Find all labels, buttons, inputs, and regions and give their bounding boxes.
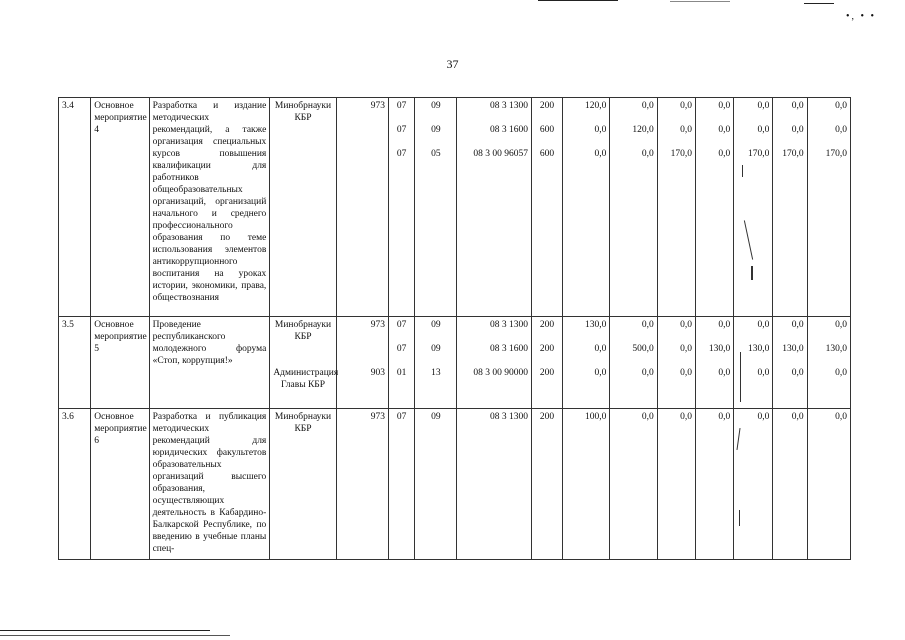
year-1-cell: 120,0 0,0 0,0 [563, 98, 610, 317]
pen-mark [739, 510, 740, 526]
row-type: Основное мероприятие 4 [91, 98, 149, 317]
pr-cell: 09 09 13 [415, 317, 457, 409]
vr-cell: 200 [531, 409, 562, 560]
rz-cell: 07 07 01 [389, 317, 415, 409]
row-number: 3.6 [59, 409, 91, 560]
budget-table [58, 97, 851, 560]
row-description: Разработка и публикация методических рекомендаций для юридических факультетов образовательных организаций высшего образования, осуществляющих деятельность в Кабардино-Балкарской Республике, по введению в учебные планы спец- [149, 409, 270, 560]
year-4-cell: 0,0 130,0 0,0 [695, 317, 733, 409]
year-7-cell: 0,0 0,0 170,0 [807, 98, 850, 317]
year-4-cell: 0,0 0,0 0,0 [695, 98, 733, 317]
row-description: Разработка и издание методических рекомендаций, а также организация специальных курсов повышения квалификации для работников общеобразовательных организаций, организаций начального и среднего профессионального образования по теме использования элементов антикоррупционного воспитания на уроках истории, экономики, права, обществознания [149, 98, 270, 317]
scan-line-top [538, 0, 618, 1]
vr-cell: 200 600 600 [531, 98, 562, 317]
scan-line-bottom [0, 630, 210, 631]
scan-line-top [670, 1, 730, 2]
year-5-cell: 0,0 0,0 170,0 [734, 98, 773, 317]
pr-cell: 09 [415, 409, 457, 560]
executor: Минобрнауки КБР [270, 409, 336, 560]
vr-cell: 200 200 200 [531, 317, 562, 409]
csr-cell: 08 3 1300 [457, 409, 531, 560]
year-4-cell: 0,0 [695, 409, 733, 560]
row-number: 3.5 [59, 317, 91, 409]
pen-mark [740, 352, 741, 402]
row-type: Основное мероприятие 5 [91, 317, 149, 409]
year-7-cell: 0,0 [807, 409, 850, 560]
scan-marks: •, • • [846, 11, 877, 22]
csr-cell: 08 3 1300 08 3 1600 08 3 00 90000 [457, 317, 531, 409]
year-2-cell: 0,0 120,0 0,0 [610, 98, 657, 317]
row-description: Проведение республиканского молодежного форума «Стоп, коррупция!» [149, 317, 270, 409]
csr-cell: 08 3 1300 08 3 1600 08 3 00 96057 [457, 98, 531, 317]
grbs-code: 973 [336, 409, 388, 560]
year-2-cell: 0,0 500,0 0,0 [610, 317, 657, 409]
page-number: 37 [446, 57, 459, 71]
table-row [59, 98, 851, 317]
scan-line-bottom [0, 635, 230, 636]
executor: Минобрнауки КБР [270, 98, 336, 317]
table-row [59, 409, 851, 560]
year-3-cell: 0,0 [657, 409, 695, 560]
year-3-cell: 0,0 0,0 0,0 [657, 317, 695, 409]
executor: Минобрнауки КБР Администрация Главы КБР [270, 317, 336, 409]
grbs-code: 973 [336, 98, 388, 317]
year-3-cell: 0,0 0,0 170,0 [657, 98, 695, 317]
year-1-cell: 100,0 [563, 409, 610, 560]
year-1-cell: 130,0 0,0 0,0 [563, 317, 610, 409]
scan-line-top [804, 3, 834, 4]
year-6-cell: 0,0 130,0 0,0 [773, 317, 807, 409]
year-6-cell: 0,0 0,0 170,0 [773, 98, 807, 317]
pen-mark [742, 165, 743, 177]
row-number: 3.4 [59, 98, 91, 317]
year-6-cell: 0,0 [773, 409, 807, 560]
rz-cell: 07 [389, 409, 415, 560]
grbs-code: 973 903 [336, 317, 388, 409]
row-type: Основное мероприятие 6 [91, 409, 149, 560]
year-5-cell: 0,0 [734, 409, 773, 560]
pr-cell: 09 09 05 [415, 98, 457, 317]
year-2-cell: 0,0 [610, 409, 657, 560]
pen-mark [751, 266, 753, 280]
year-5-cell: 0,0 130,0 0,0 [734, 317, 773, 409]
rz-cell: 07 07 07 [389, 98, 415, 317]
table-row [59, 317, 851, 409]
year-7-cell: 0,0 130,0 0,0 [807, 317, 850, 409]
